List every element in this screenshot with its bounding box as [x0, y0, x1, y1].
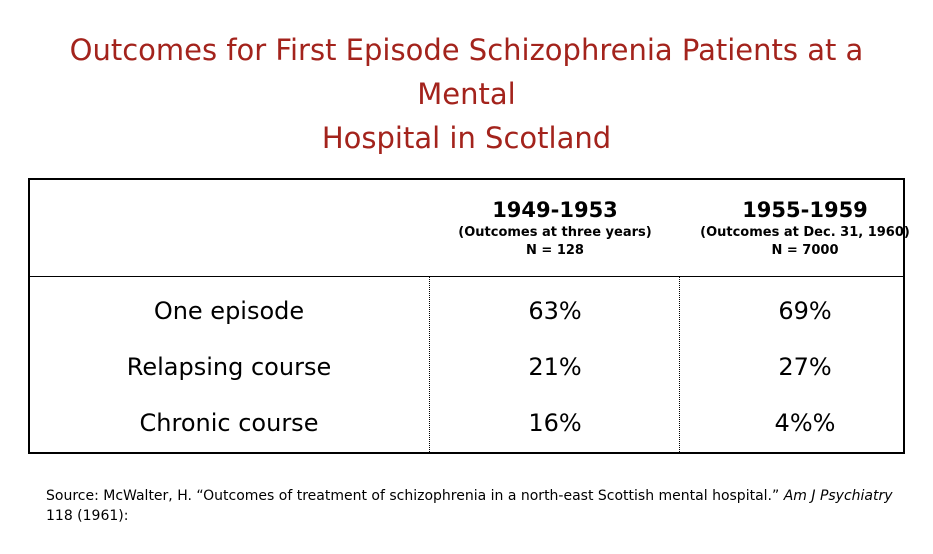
source-prefix: Source: McWalter, H. “Outcomes of treatment of schizophrenia in a north-east Scottish mental hospital.” [46, 488, 784, 504]
source-journal: Am J Psychiatry [783, 488, 893, 504]
row-label-one-episode: One episode [153, 297, 305, 325]
column-header-1955-1959 [680, 196, 930, 260]
cell-one-episode-1949: 63% [528, 297, 582, 325]
cell-one-episode-1955: 69% [778, 297, 832, 325]
slide-title-line-2: Hospital in Scotland [321, 121, 612, 155]
column-note: (Outcomes at Dec. 31, 1960) [700, 225, 910, 240]
cell-chronic-1949: 16% [528, 409, 582, 437]
row-label-relapsing-course: Relapsing course [126, 353, 332, 381]
column-sample-size: N = 7000 [771, 243, 839, 258]
column-period: 1949-1953 [492, 198, 618, 222]
slide-title-line-1: Outcomes for First Episode Schizophrenia Patients at a Mental [69, 33, 864, 111]
header-divider [30, 276, 903, 277]
cell-chronic-1955: 4%% [774, 409, 836, 437]
cell-relapsing-1949: 21% [528, 353, 582, 381]
column-period: 1955-1959 [742, 198, 868, 222]
column-note: (Outcomes at three years) [458, 225, 652, 240]
column-header-1949-1953 [430, 196, 680, 260]
row-label-chronic-course: Chronic course [139, 409, 319, 437]
outcomes-table [28, 178, 910, 454]
slide-title [20, 28, 913, 160]
source-citation [46, 486, 906, 526]
cell-relapsing-1955: 27% [778, 353, 832, 381]
source-suffix: 118 (1961): [46, 508, 129, 524]
column-sample-size: N = 128 [526, 243, 584, 258]
